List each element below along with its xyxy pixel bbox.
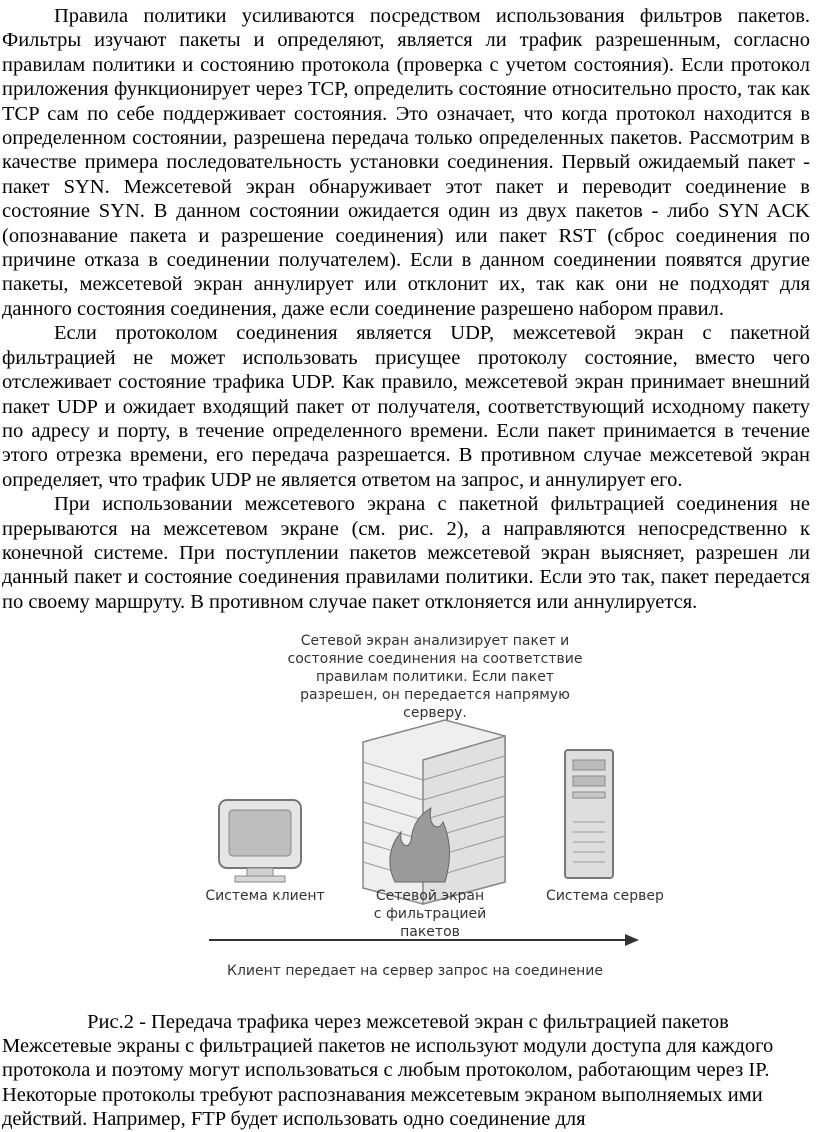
client-system-label: Система клиент xyxy=(205,888,325,904)
continuation-paragraph: Межсетевые экраны с фильтрацией пакетов не используют модули доступа для каждого протокола и поэтому могут использоваться с любым протоколом, работающим через IP. Некоторые протоколы требуют распознавания межсетевым экраном выполняемых ими действий. Например, FTP будет использовать одно соединение для xyxy=(2,1035,774,1131)
monitor-icon xyxy=(219,800,301,882)
arrow-label: Клиент передает на сервер запрос на соединение xyxy=(227,963,603,979)
server-system-label: Система сервер xyxy=(546,888,664,904)
paragraph-1: Правила политики усиливаются посредством использования фильтров пакетов. Фильтры изучают пакеты и определяют, является ли трафик разрешенным, согласно правилам политики и состоянию протокола (проверка с учетом состояния). Если протокол приложения функционирует через TCP, определить состояние относительно просто, так как TCP сам по себе поддерживает состояния. Это означает, что когда протокол находится в определенном состоянии, разрешена передача только определенных пакетов. Рассмотрим в качестве примера последовательность установки соединения. Первый ожидаемый пакет - пакет SYN. Межсетевой экран обнаруживает этот пакет и переводит соединение в состояние SYN. В данном состоянии ожидается один из двух пакетов - либо SYN ACK (опознавание пакета и разрешение соединения) или пакет RST (сброс соединения по причине отказа в соединении получателем). Если в данном соединении появятся другие пакеты, межсетевой экран аннулирует или отклонит их, так как они не подходят для данного состояния соединения, даже если соединение разрешено набором правил. xyxy=(2,5,810,320)
body-text xyxy=(2,4,814,614)
server-icon xyxy=(565,750,613,878)
paragraph-3: При использовании межсетевого экрана с пакетной фильтрацией соединения не прерываются на межсетевом экране (см. рис. 2), а направляются непосредственно к конечной системе. При поступлении пакетов межсетевой экран выясняет, разрешен ли данный пакет и состояние соединения правилами политики. Если это так, пакет передается по своему маршруту. В противном случае пакет отклоняется или аннулируется. xyxy=(2,493,810,613)
figure-2 xyxy=(195,632,675,992)
figure-callout-text: Сетевой экран анализирует пакет и состояние соединения на соответствие правилам политики. Если пакет разрешен, он передается напрямую серверу. xyxy=(287,633,583,721)
paragraph-2: Если протоколом соединения является UDP, межсетевой экран с пакетной фильтрацией не может использовать присущее протоколу состояние, вместо чего отслеживает состояние трафика UDP. Как правило, межсетевой экран принимает внешний пакет UDP и ожидает входящий пакет от получателя, соответствующий исходному пакету по адресу и порту, в течение определенного времени. Если пакет принимается в течение этого отрезка времени, его передача разрешается. В противном случае межсетевой экран определяет, что трафик UDP не является ответом на запрос, и аннулирует его. xyxy=(2,322,810,491)
figure-caption: Рис.2 - Передача трафика через межсетевой экран с фильтрацией пакетов xyxy=(87,1011,729,1033)
firewall-label: Сетевой экран с фильтрацией пакетов xyxy=(373,888,487,940)
